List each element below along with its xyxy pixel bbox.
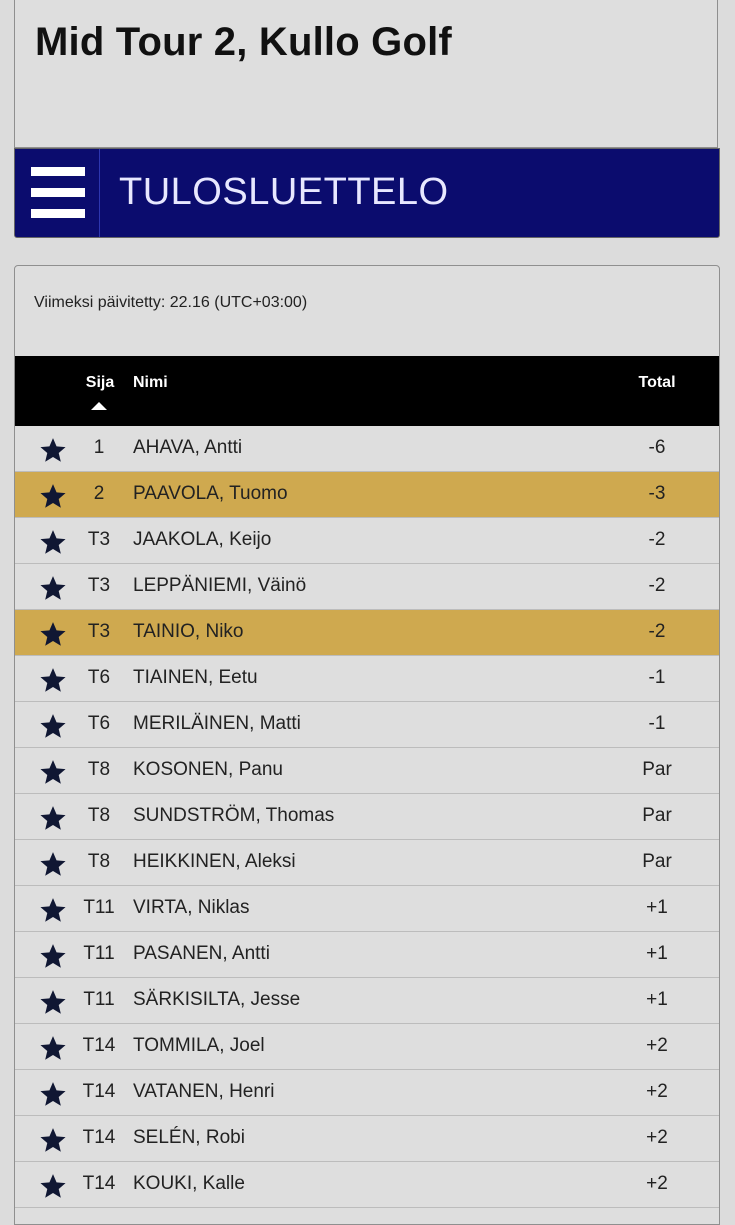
column-header-total[interactable]: Total	[638, 374, 676, 391]
row-total: -1	[648, 667, 666, 688]
row-position: T8	[87, 759, 111, 780]
row-position: T11	[83, 989, 115, 1010]
row-player-name[interactable]: PASANEN, Antti	[133, 943, 270, 964]
table-row[interactable]	[15, 1162, 719, 1208]
table-row[interactable]	[15, 426, 719, 472]
table-row[interactable]	[15, 978, 719, 1024]
row-position: T14	[82, 1127, 116, 1148]
sort-ascending-icon	[91, 402, 107, 410]
star-icon[interactable]	[39, 942, 67, 970]
row-total: -2	[648, 621, 666, 642]
star-icon[interactable]	[39, 482, 67, 510]
row-total: Par	[642, 759, 672, 780]
results-table-body	[15, 426, 719, 1208]
nav-bar	[14, 148, 720, 238]
row-player-name[interactable]: KOSONEN, Panu	[133, 759, 283, 780]
row-total: -2	[648, 529, 666, 550]
table-row[interactable]	[15, 932, 719, 978]
star-icon[interactable]	[39, 758, 67, 786]
menu-line	[31, 209, 85, 218]
row-position: T6	[87, 667, 111, 688]
row-player-name[interactable]: VIRTA, Niklas	[133, 897, 250, 918]
star-icon[interactable]	[39, 804, 67, 832]
star-icon[interactable]	[39, 896, 67, 924]
row-total: +2	[646, 1127, 668, 1148]
table-row[interactable]	[15, 1116, 719, 1162]
row-total: Par	[642, 851, 672, 872]
star-icon[interactable]	[39, 528, 67, 556]
row-total: +2	[646, 1081, 668, 1102]
row-total: -2	[648, 575, 666, 596]
menu-line	[31, 188, 85, 197]
table-row[interactable]	[15, 840, 719, 886]
row-position: T11	[83, 943, 115, 964]
row-total: +1	[646, 897, 668, 918]
row-position: T6	[87, 713, 111, 734]
column-header-position[interactable]: Sija	[85, 374, 115, 391]
row-player-name[interactable]: MERILÄINEN, Matti	[133, 713, 301, 734]
row-player-name[interactable]: PAAVOLA, Tuomo	[133, 483, 288, 504]
row-position: T14	[82, 1035, 116, 1056]
table-row[interactable]	[15, 472, 719, 518]
row-player-name[interactable]: HEIKKINEN, Aleksi	[133, 851, 296, 872]
table-row[interactable]	[15, 1024, 719, 1070]
row-position: T14	[82, 1173, 116, 1194]
hamburger-menu-icon[interactable]	[15, 149, 100, 237]
page-title: Mid Tour 2, Kullo Golf	[35, 20, 452, 64]
star-icon[interactable]	[39, 1034, 67, 1062]
row-position: T11	[83, 897, 115, 918]
table-header	[15, 356, 719, 426]
row-total: +1	[646, 943, 668, 964]
row-total: -1	[648, 713, 666, 734]
column-header-name[interactable]: Nimi	[133, 374, 168, 391]
row-position: T3	[87, 575, 111, 596]
row-total: +1	[646, 989, 668, 1010]
star-icon[interactable]	[39, 666, 67, 694]
table-row[interactable]	[15, 702, 719, 748]
row-position: T3	[87, 621, 111, 642]
menu-line	[31, 167, 85, 176]
star-icon[interactable]	[39, 1126, 67, 1154]
table-row[interactable]	[15, 564, 719, 610]
row-player-name[interactable]: SUNDSTRÖM, Thomas	[133, 805, 335, 826]
table-row[interactable]	[15, 656, 719, 702]
row-player-name[interactable]: SELÉN, Robi	[133, 1127, 245, 1148]
star-icon[interactable]	[39, 988, 67, 1016]
star-icon[interactable]	[39, 1172, 67, 1200]
row-total: -3	[648, 483, 666, 504]
row-total: -6	[648, 437, 666, 458]
row-player-name[interactable]: TIAINEN, Eetu	[133, 667, 258, 688]
table-row[interactable]	[15, 794, 719, 840]
row-position: 1	[93, 437, 105, 458]
row-player-name[interactable]: TOMMILA, Joel	[133, 1035, 265, 1056]
star-icon[interactable]	[39, 850, 67, 878]
star-icon[interactable]	[39, 436, 67, 464]
star-icon[interactable]	[39, 620, 67, 648]
star-icon[interactable]	[39, 574, 67, 602]
star-icon[interactable]	[39, 1080, 67, 1108]
row-position: 2	[93, 483, 105, 504]
row-player-name[interactable]: VATANEN, Henri	[133, 1081, 275, 1102]
row-total: Par	[642, 805, 672, 826]
row-position: T14	[82, 1081, 116, 1102]
row-total: +2	[646, 1173, 668, 1194]
row-player-name[interactable]: KOUKI, Kalle	[133, 1173, 245, 1194]
row-player-name[interactable]: TAINIO, Niko	[133, 621, 244, 642]
table-row[interactable]	[15, 610, 719, 656]
nav-title: TULOSLUETTELO	[119, 171, 449, 213]
last-updated-text: Viimeksi päivitetty: 22.16 (UTC+03:00)	[34, 294, 308, 311]
row-player-name[interactable]: SÄRKISILTA, Jesse	[133, 989, 301, 1010]
row-player-name[interactable]: AHAVA, Antti	[133, 437, 243, 458]
row-total: +2	[646, 1035, 668, 1056]
row-position: T8	[87, 805, 111, 826]
star-icon[interactable]	[39, 712, 67, 740]
row-player-name[interactable]: JAAKOLA, Keijo	[133, 529, 272, 550]
table-row[interactable]	[15, 1070, 719, 1116]
row-position: T8	[87, 851, 111, 872]
title-panel	[14, 0, 718, 148]
row-position: T3	[87, 529, 111, 550]
table-row[interactable]	[15, 518, 719, 564]
row-player-name[interactable]: LEPPÄNIEMI, Väinö	[133, 575, 307, 596]
results-panel	[14, 265, 720, 1225]
table-row[interactable]	[15, 748, 719, 794]
table-row[interactable]	[15, 886, 719, 932]
